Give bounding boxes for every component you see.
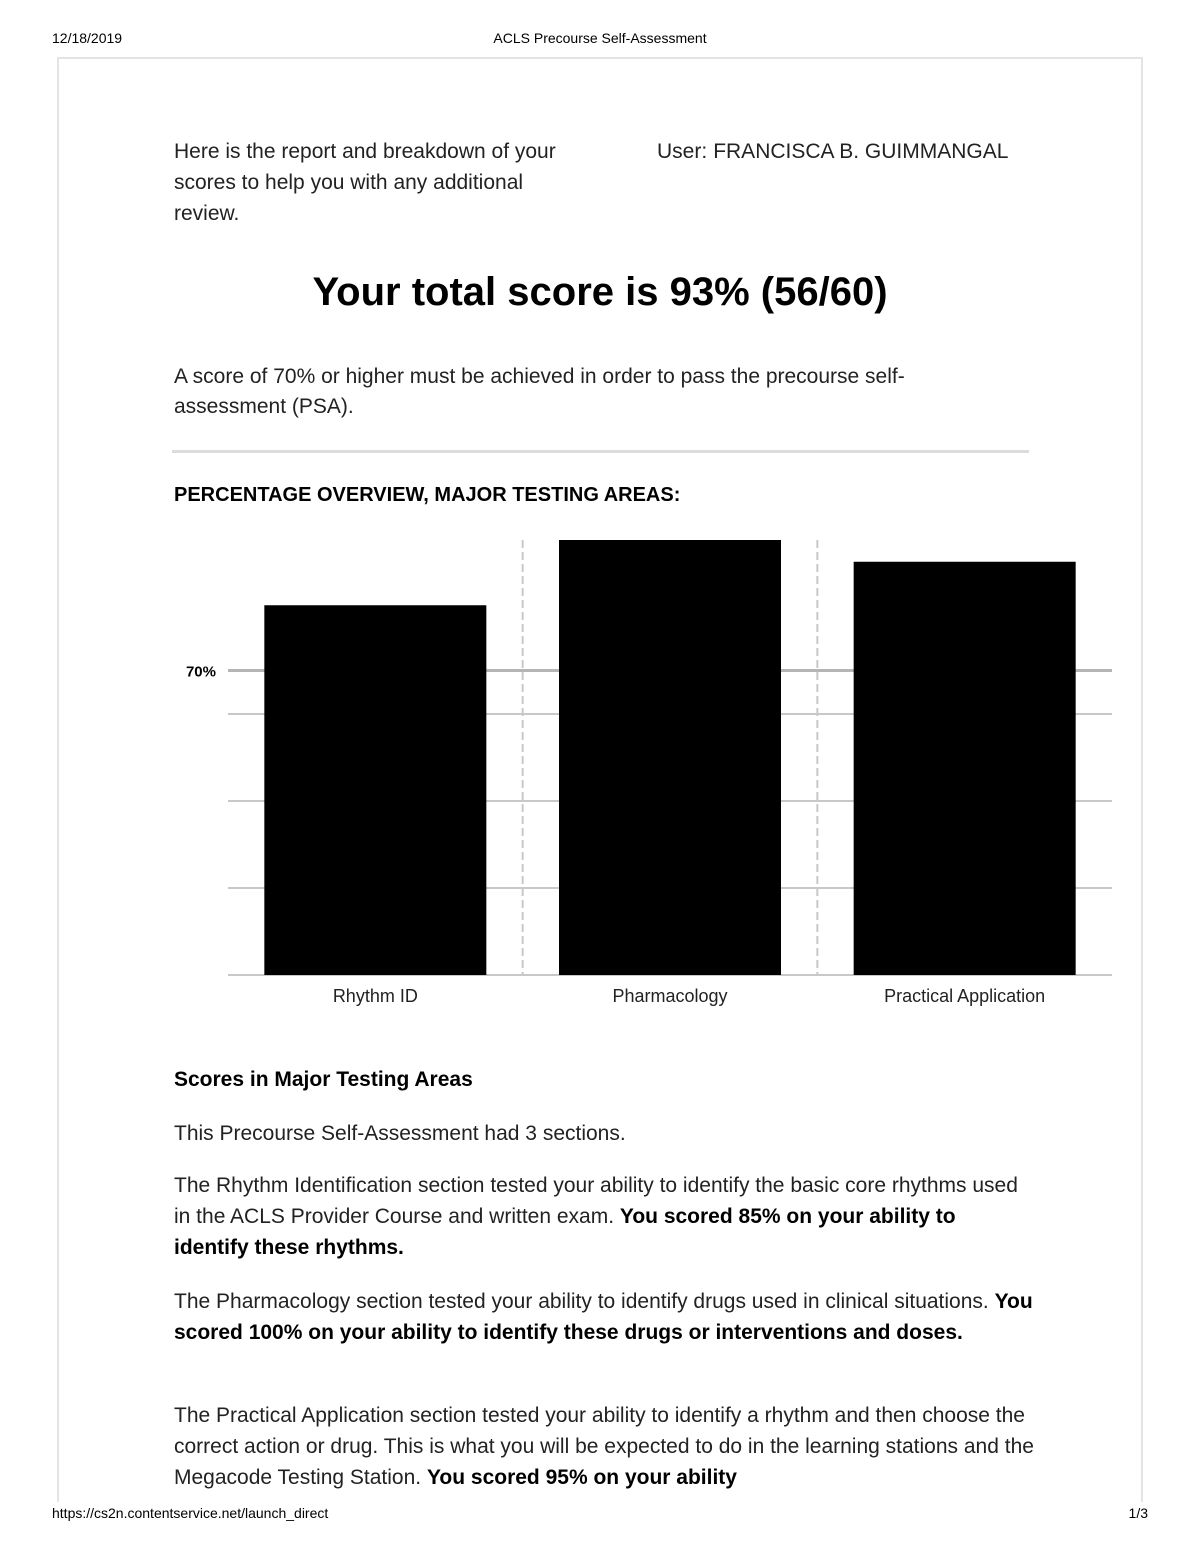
total-score: Your total score is 93% (56/60) [312,270,888,314]
bar-pharmacology [559,540,781,975]
pass-note: A score of 70% or higher must be achieved in order to pass the precourse self-assessment (PSA). [174,365,905,418]
threshold-label: 70% [185,663,216,681]
percentage-bar-chart [0,520,1200,1020]
x-tick-label: Pharmacology [612,986,728,1006]
sections-count-text: This Precourse Self-Assessment had 3 sections. [174,1122,626,1145]
chart-heading: PERCENTAGE OVERVIEW, MAJOR TESTING AREAS: [174,484,681,506]
pharmacology-paragraph [174,1286,1034,1348]
user-name: FRANCISCA B. GUIMMANGAL [713,140,1009,163]
pharmacology-score: You scored 100% on your ability to identify these drugs or interventions and doses. [174,1290,1033,1344]
page-number: 1/3 [1128,1505,1148,1521]
rhythm-paragraph [174,1170,1034,1263]
print-footer [0,1505,1200,1523]
rhythm-text: The Rhythm Identification section tested your ability to identify the basic core rhythms used in the ACLS Provider Course and written exam. [174,1174,1018,1228]
print-date: 12/18/2019 [52,30,123,46]
intro-text: Here is the report and breakdown of your scores to help you with any additional review. [174,140,556,225]
print-title: ACLS Precourse Self-Assessment [493,30,707,46]
pharmacology-text: The Pharmacology section tested your ability to identify drugs used in clinical situations. [174,1290,989,1313]
bar-rhythm-id [264,605,486,975]
print-header [0,30,1200,48]
scores-section-title: Scores in Major Testing Areas [174,1068,473,1091]
bar-practical-application [854,562,1076,975]
divider [172,450,1029,453]
print-url: https://cs2n.contentservice.net/launch_direct [52,1505,329,1521]
practical-text: The Practical Application section tested your ability to identify a rhythm and then choose the correct action or drug. This is what you will be expected to do in the learning stations and the Megacode Testing Station. [174,1404,1034,1489]
practical-paragraph [174,1400,1034,1493]
rhythm-score: You scored 85% on your ability to identify these rhythms. [174,1205,956,1259]
x-tick-label: Rhythm ID [332,986,418,1006]
x-tick-label: Practical Application [884,986,1046,1006]
user-label: User: [657,140,708,163]
user-info [657,136,1008,167]
practical-score: You scored 95% on your ability [426,1466,737,1489]
